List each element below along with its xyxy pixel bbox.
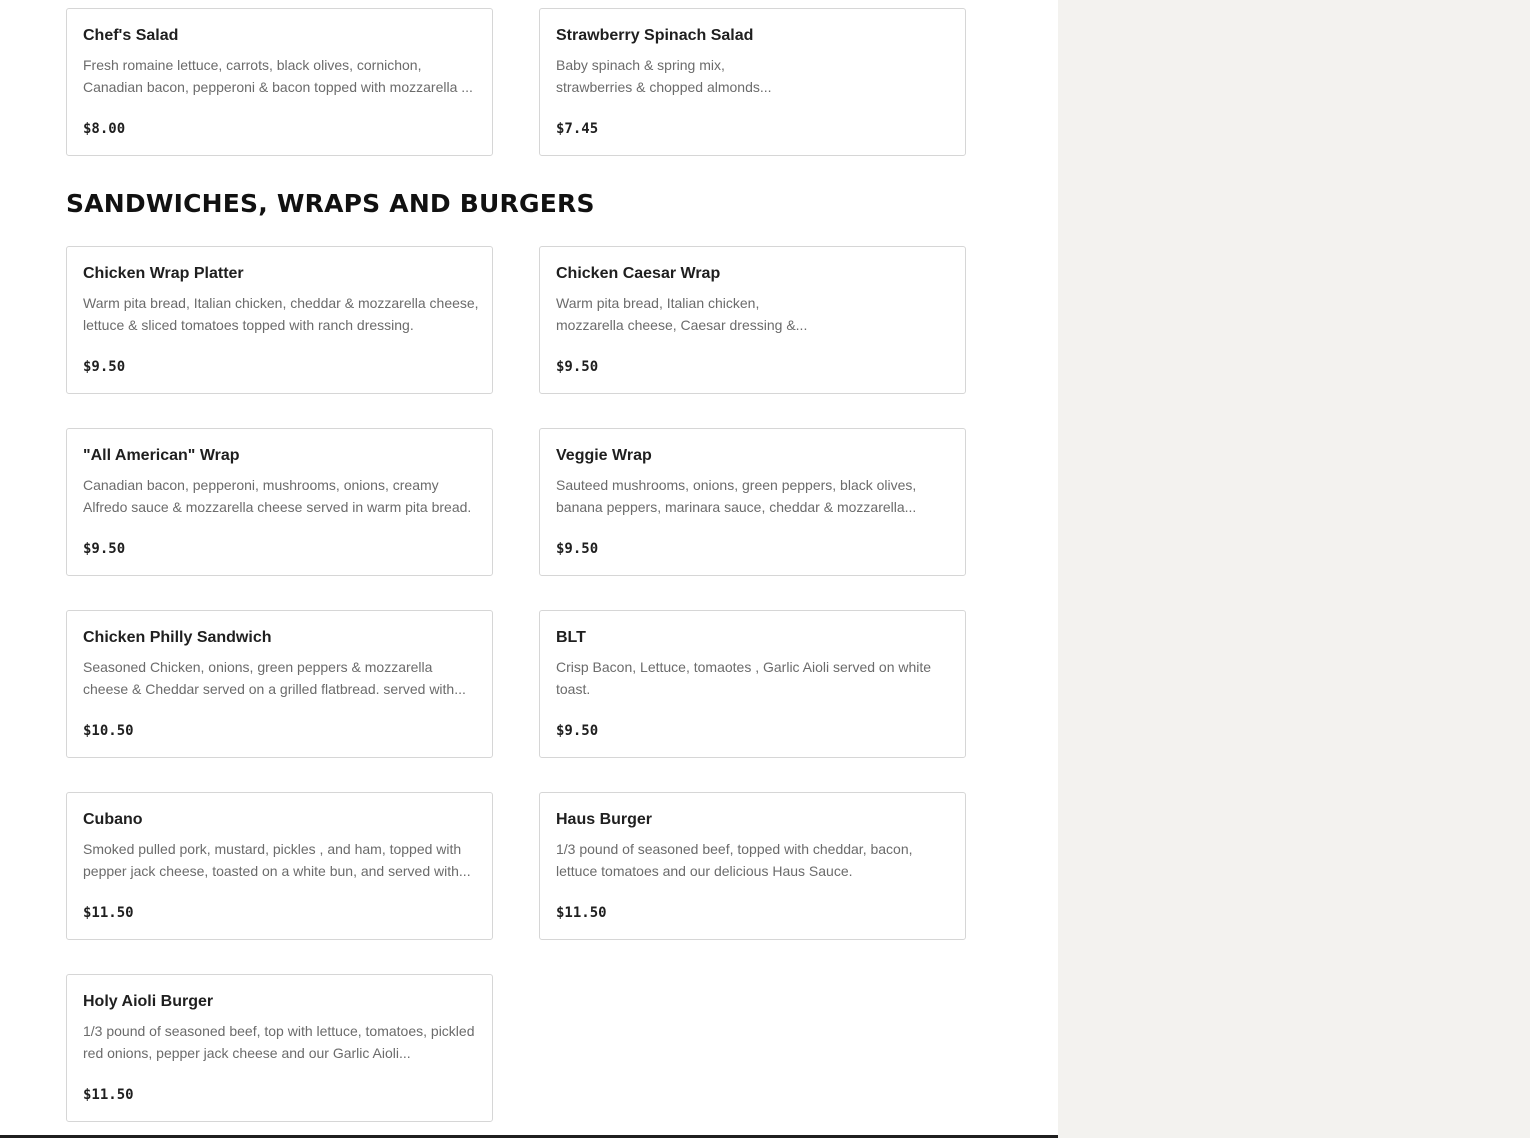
menu-item-price: $11.50 [83,905,134,921]
menu-item-price: $11.50 [556,905,607,921]
menu-item-price: $7.45 [556,121,599,137]
side-panel [1058,0,1530,1138]
menu-item-name: Holy Aioli Burger [83,993,214,1010]
menu-item-description: Canadian bacon, pepperoni, mushrooms, onions, creamy Alfredo sauce & mozzarella cheese served in warm pita bread. [83,477,472,515]
menu-item-name: Chicken Wrap Platter [83,265,244,282]
menu-item-card-strawberry-spinach-salad[interactable] [539,8,966,156]
menu-item-description: Crisp Bacon, Lettuce, tomaotes , Garlic Aioli served on white toast. [556,659,932,697]
menu-item-description: Sauteed mushrooms, onions, green peppers, black olives, banana peppers, marinara sauce, cheddar & mozzarella... [556,477,917,515]
menu-item-price: $9.50 [556,723,599,739]
menu-item-card-chicken-caesar-wrap[interactable] [539,246,966,394]
menu-item-card-blt[interactable] [539,610,966,758]
menu-item-price: $9.50 [556,359,599,375]
menu-item-description: Warm pita bread, Italian chicken, cheddar & mozzarella cheese, lettuce & sliced tomatoes topped with ranch dressing. [83,295,479,333]
menu-item-card-all-american-wrap[interactable] [66,428,493,576]
menu-item-price: $10.50 [83,723,134,739]
menu-item-card-chicken-philly-sandwich[interactable] [66,610,493,758]
menu-item-card-chefs-salad[interactable] [66,8,493,156]
menu-item-name: Chicken Caesar Wrap [556,265,721,282]
section-heading-sandwiches: SANDWICHES, WRAPS AND BURGERS [66,189,595,218]
menu-item-name: Strawberry Spinach Salad [556,27,754,44]
menu-item-name: Chicken Philly Sandwich [83,629,272,646]
menu-item-card-chicken-wrap-platter[interactable] [66,246,493,394]
menu-item-card-veggie-wrap[interactable] [539,428,966,576]
menu-item-price: $9.50 [83,359,126,375]
menu-item-name: Cubano [83,811,143,828]
menu-item-price: $11.50 [83,1087,134,1103]
menu-item-card-cubano[interactable] [66,792,493,940]
menu-item-description: Warm pita bread, Italian chicken, mozzarella cheese, Caesar dressing &... [556,295,808,333]
menu-item-description: 1/3 pound of seasoned beef, top with lettuce, tomatoes, pickled red onions, pepper jack cheese and our Garlic Aioli... [83,1023,475,1061]
menu-item-description: Smoked pulled pork, mustard, pickles , and ham, topped with pepper jack cheese, toasted on a white bun, and served with... [83,841,471,879]
menu-item-price: $9.50 [556,541,599,557]
menu-item-name: Chef's Salad [83,27,179,44]
menu-item-price: $9.50 [83,541,126,557]
menu-item-name: "All American" Wrap [83,447,240,464]
menu-item-description: Seasoned Chicken, onions, green peppers & mozzarella cheese & Cheddar served on a grilled flatbread. served with... [83,659,466,697]
menu-item-name: BLT [556,629,586,646]
menu-item-name: Veggie Wrap [556,447,652,464]
menu-item-name: Haus Burger [556,811,653,828]
menu-item-price: $8.00 [83,121,126,137]
menu-item-description: 1/3 pound of seasoned beef, topped with cheddar, bacon, lettuce tomatoes and our delicious Haus Sauce. [556,841,913,879]
menu-item-card-holy-aioli-burger[interactable] [66,974,493,1122]
menu-item-description: Baby spinach & spring mix, strawberries & chopped almonds... [556,57,772,95]
menu-item-card-haus-burger[interactable] [539,792,966,940]
menu-item-description: Fresh romaine lettuce, carrots, black olives, cornichon, Canadian bacon, pepperoni & bacon topped with mozzarella ... [83,57,473,95]
